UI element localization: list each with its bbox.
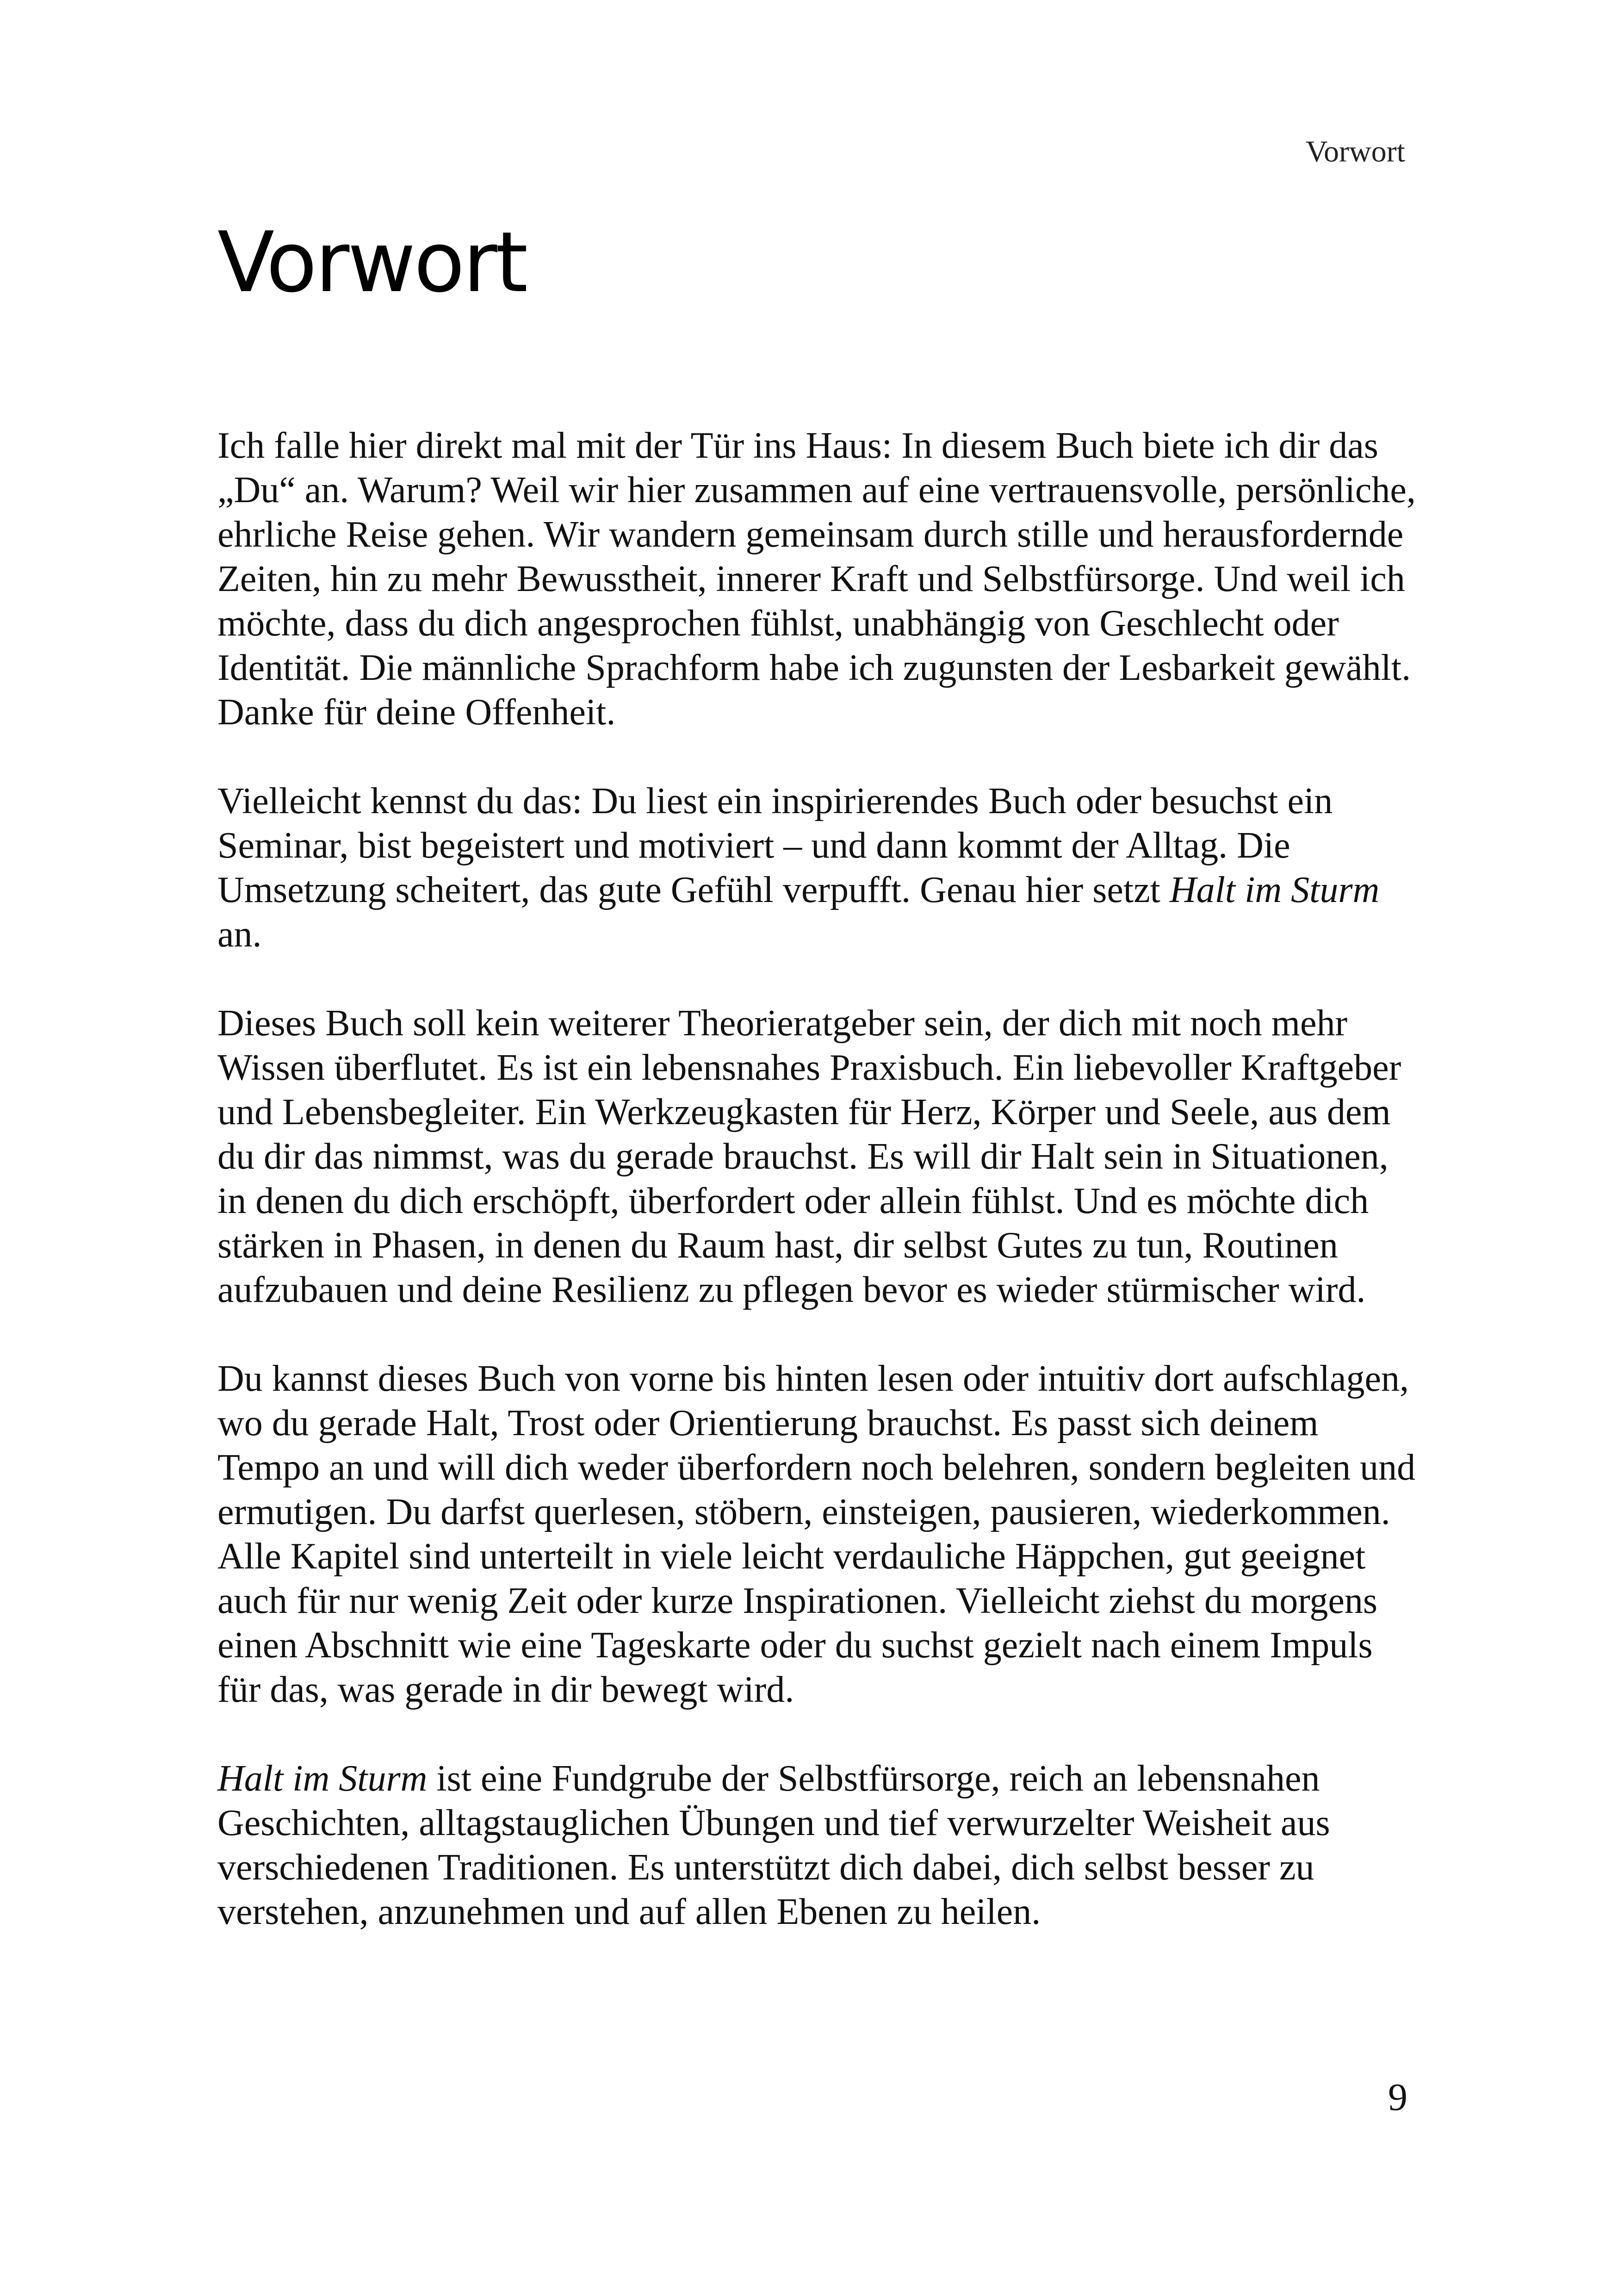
page-number: 9: [1388, 2076, 1407, 2119]
running-header: Vorwort: [1305, 135, 1405, 168]
paragraph-treasure-trove: [217, 1756, 1416, 1934]
body-text: [217, 423, 1416, 1979]
paragraph-how-to-read: Du kannst dieses Buch von vorne bis hinten lesen oder intuitiv dort aufschlagen, wo du gerade Halt, Trost oder Orientierung brauchst. Es passt sich deinem Tempo an und will dich weder überfordern noch belehren, sondern begleiten und ermutigen. Du darfst querlesen, stöbern, einsteigen, pausieren, wiederkommen. Alle Kapitel sind unterteilt in viele leicht verdauliche Häppchen, gut geeignet auch für nur wenig Zeit oder kurze Inspirationen. Vielleicht ziehst du morgens einen Abschnitt wie eine Tageskarte oder du suchst gezielt nach einem Impuls für das, was gerade in dir bewegt wird.: [217, 1358, 1416, 1710]
paragraph-treasure-trove-text: ist eine Fundgrube der Selbstfürsorge, reich an lebensnahen Geschichten, alltagstauglichen Übungen und tief verwurzelter Weisheit aus verschiedenen Traditionen. Es unterstützt dich dabei, dich selbst besser zu verstehen, anzunehmen und auf allen Ebenen zu heilen.: [217, 1758, 1330, 1932]
book-title-italic: Halt im Sturm: [217, 1758, 428, 1799]
paragraph-everyday-text: Vielleicht kennst du das: Du liest ein inspirierendes Buch oder besuchst ein Seminar, bist begeistert und motiviert – und dann kommt der Alltag. Die Umsetzung scheitert, das gute Gefühl verpufft. Genau hier setzt: [217, 781, 1333, 910]
paragraph-everyday-end: an.: [217, 914, 262, 955]
paragraph-intro: Ich falle hier direkt mal mit der Tür ins Haus: In diesem Buch biete ich dir das „Du“ an. Warum? Weil wir hier zusammen auf eine vertrauensvolle, persönliche, ehrliche Reise gehen. Wir wandern gemeinsam durch stille und herausfordernde Zeiten, hin zu mehr Bewusstheit, innerer Kraft und Selbstfürsorge. Und weil ich möchte, dass du dich angesprochen fühlst, unabhängig von Geschlecht oder Identität. Die männliche Sprachform habe ich zugunsten der Lesbarkeit gewählt. Danke für deine Offenheit.: [217, 425, 1416, 733]
chapter-title: Vorwort: [217, 214, 527, 311]
book-title-italic: Halt im Sturm: [1169, 870, 1380, 910]
paragraph-everyday: [217, 779, 1416, 957]
paragraph-practice-book: Dieses Buch soll kein weiterer Theorieratgeber sein, der dich mit noch mehr Wissen überflutet. Es ist ein lebensnahes Praxisbuch. Ein liebevoller Kraftgeber und Lebensbegleiter. Ein Werkzeugkasten für Herz, Körper und Seele, aus dem du dir das nimmst, was du gerade brauchst. Es will dir Halt sein in Situationen, in denen du dich erschöpft, überfordert oder allein fühlst. Und es möchte dich stärken in Phasen, in denen du Raum hast, dir selbst Gutes zu tun, Routinen aufzubauen und deine Resilienz zu pflegen bevor es wieder stürmischer wird.: [217, 1003, 1401, 1310]
